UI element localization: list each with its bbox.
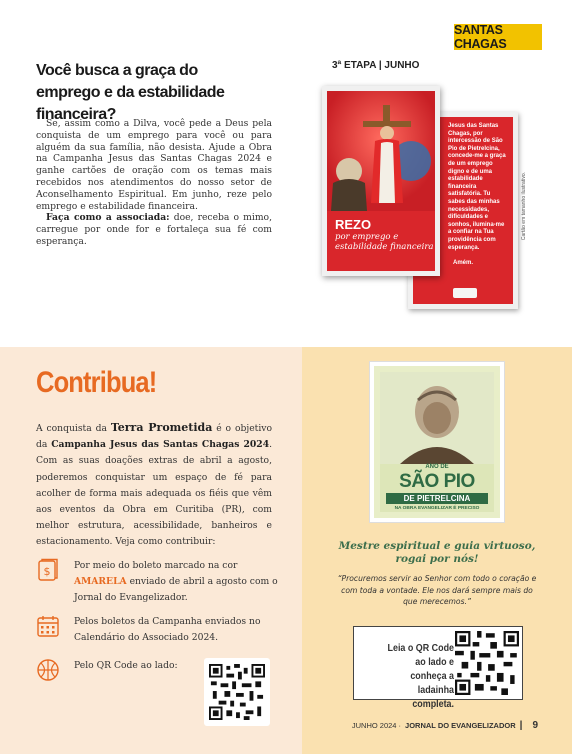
donation-qr-code[interactable]: [204, 658, 270, 726]
card-front-title: REZO: [335, 217, 372, 232]
prayer-card-front: [322, 86, 440, 276]
stamp-footer: NA OBRA EVANGELIZAR É PRECISO: [394, 506, 480, 511]
card-front-subtitle: por emprego e estabilidade financeira: [335, 232, 434, 252]
card-logo: [453, 288, 477, 298]
jesus-illustration: [327, 91, 435, 211]
litany-qr-text: Leia o QR Code ao lado e conheça a ladainha completa.: [387, 642, 454, 710]
litany-qr-code[interactable]: [455, 631, 519, 695]
stamp-year-label: ANO DE: [425, 464, 449, 470]
svg-text:$: $: [43, 565, 51, 578]
contribute-item-calendar: [36, 614, 286, 646]
paragraph-1: Se, assim como a Dilva, você pede a Deus pela conquista de um emprego para você ou para alguém da sua família, não desista. Ajude a Obra na Campanha Jesus das Santas Chagas 2024 e ganhe cartões de oração com os temas mais recebidos nos atendimentos do nosso setor de Aconselhamento Espiritual. Em junho, reze pelo emprego e estabilidade financeira.: [36, 118, 272, 212]
illustration-caption: Cartão em tamanho ilustrativo.: [521, 172, 527, 241]
padre-pio-portrait: [380, 372, 494, 464]
paragraph-2: Faça como a associada: doe, receba o mimo, carregue por onde for e fortaleça sua fé com esperança.: [36, 212, 272, 247]
footer-separator: |: [519, 720, 523, 731]
question-body: [36, 118, 272, 248]
litany-qr-box: [353, 626, 523, 710]
calendar-icon: [36, 614, 60, 638]
qr-code-graphic: [209, 663, 265, 721]
page-number: 9: [532, 720, 538, 731]
page-footer: [352, 720, 538, 731]
contribute-item-text: Por meio do boleto marcado na cor AMARELA enviado de abril a agosto com o Jornal do Evangelizador.: [74, 560, 278, 603]
money-slip-icon: [36, 558, 60, 582]
stamp-saint-name: SÃO PIO: [399, 471, 475, 492]
contribute-body: A conquista da Terra Prometida é o objetivo da Campanha Jesus das Santas Chagas 2024. Com as suas doações extras de abril a agosto, poderemos conquistar um espaço de fé para acolher de forma mais adequada os fiéis que vêm aos eventos da Obra em Curitiba (PR), com melhor estrutura, acessibilidade, banheiros e estacionamento. Veja como contribuir:: [36, 421, 273, 548]
stage-label: 3ª ETAPA | JUNHO: [332, 60, 420, 71]
question-title: Você busca a graça do emprego e da estabilidade financeira?: [36, 62, 225, 123]
footer-journal: JORNAL DO EVANGELIZADOR: [405, 721, 516, 730]
saint-motto: Mestre espiritual e guia virtuoso, rogai por nós!: [338, 540, 536, 565]
amen-text: Amém.: [452, 260, 473, 267]
stamp-band: DE PIETRELCINA: [386, 493, 488, 504]
saint-quote: “Procuremos servir ao Senhor com todo o coração e com toda a vontade. Ele nos dará sempre mais do que merecemos.”: [337, 574, 537, 606]
footer-date: JUNHO 2024 ·: [351, 721, 402, 730]
contribute-item-text: Pelos boletos da Campanha enviados no Calendário do Associado 2024.: [74, 616, 261, 643]
sao-pio-stamp: [374, 366, 500, 518]
ball-icon: [36, 658, 60, 682]
prayer-text: Jesus das Santas Chagas, por intercessão de São Pio de Pietrelcina, concede-me a graça de um emprego digno e de uma estabilidade financeira satisfatória. Tu sabes das minhas necessidades, dificuldades e sonhos, ilumina-me a confiar na Tua providência com esperança.: [448, 123, 506, 251]
contribute-title: Contribua!: [36, 366, 157, 399]
contribute-item-boleto: [36, 558, 286, 606]
section-badge: SANTAS CHAGAS: [454, 24, 542, 50]
contribute-item-text: Pelo QR Code ao lado:: [74, 660, 178, 671]
